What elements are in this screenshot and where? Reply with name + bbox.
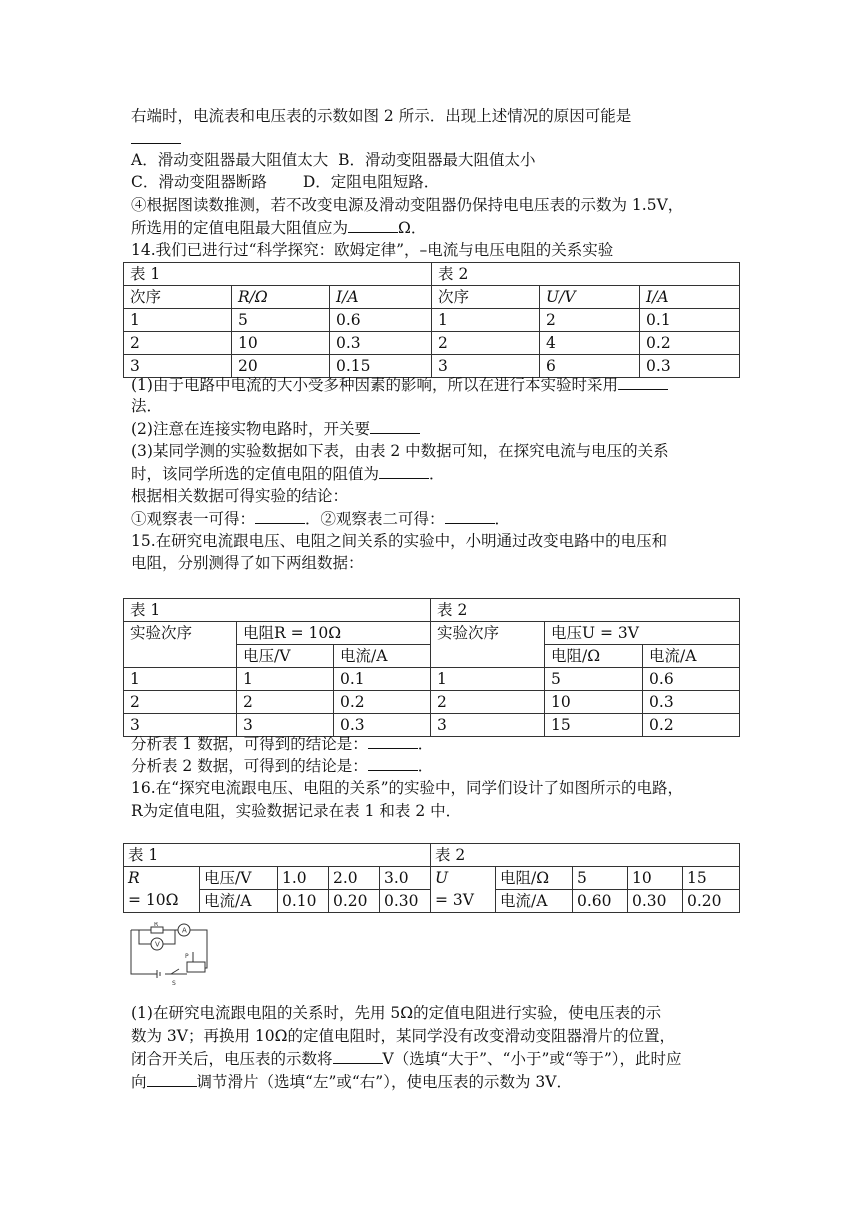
question-16-title: 16.在“探究电流跟电压、电阻的关系”的实验中，同学们设计了如图所示的电路， xyxy=(131,779,684,797)
table-cell: 6 xyxy=(540,355,640,378)
table-cell: 3 xyxy=(431,714,545,737)
table-cell: 电流/A xyxy=(334,645,431,668)
table-cell: 5 xyxy=(573,867,628,890)
table-cell: 1 xyxy=(431,668,545,691)
text-line: 分析表 2 数据，可得到的结论是： ． xyxy=(131,754,433,776)
table-cell: 次序 xyxy=(124,286,232,309)
table-15 xyxy=(123,598,740,737)
table-cell: 3 xyxy=(124,355,232,378)
text-line: 分析表 1 数据，可得到的结论是： ． xyxy=(131,732,433,754)
circuit-diagram xyxy=(127,922,211,986)
table-row xyxy=(124,668,740,691)
table-cell: 3 xyxy=(432,355,540,378)
table-cell: 0.6 xyxy=(643,668,740,691)
table-cell: 10 xyxy=(628,867,683,890)
label-s: S xyxy=(172,980,176,986)
table-header: 表 2 xyxy=(431,599,740,622)
text-line: 闭合开关后，电压表的示数将 V（选填“大于”、“小于”或“等于”），此时应 xyxy=(131,1047,682,1069)
table-cell: I/A xyxy=(330,286,432,309)
table-cell: 2 xyxy=(124,691,237,714)
table-cell: 0.3 xyxy=(330,332,432,355)
table-cell: 0.1 xyxy=(334,668,431,691)
ammeter-label: A xyxy=(182,926,187,935)
table-cell: 0.3 xyxy=(640,355,740,378)
table-header: 表 2 xyxy=(431,844,740,867)
table-cell: 0.2 xyxy=(643,714,740,737)
table-cell: 0.60 xyxy=(573,890,628,913)
table-cell: 0.20 xyxy=(683,890,740,913)
text-line: (3)某同学测的实验数据如下表，由表 2 中数据可知，在探究电流与电压的关系 xyxy=(131,442,669,460)
text-line: R为定值电阻，实验数据记录在表 1 和表 2 中． xyxy=(131,802,462,820)
table-cell: 电阻/Ω xyxy=(496,867,573,890)
question-14-title: 14.我们已进行过“科学探究：欧姆定律”，–电流与电压电阻的关系实验 xyxy=(131,241,614,259)
table-cell: 1 xyxy=(124,309,232,332)
table-cell: 实验次序 xyxy=(431,622,545,668)
table-cell: 5 xyxy=(545,668,643,691)
table-cell: 20 xyxy=(232,355,330,378)
table-cell: 电流/A xyxy=(643,645,740,668)
table-row xyxy=(124,286,740,309)
table-cell: 15 xyxy=(683,867,740,890)
table-cell: 1.0 xyxy=(278,867,329,890)
table-cell: 0.1 xyxy=(640,309,740,332)
table-header: 表 2 xyxy=(432,263,740,286)
table-cell: 0.20 xyxy=(329,890,380,913)
text-line: (1)由于电路中电流的大小受多种因素的影响，所以在进行本实验时采用 xyxy=(131,373,668,395)
table-cell: I/A xyxy=(640,286,740,309)
table-row xyxy=(124,332,740,355)
table-cell: 电流/A xyxy=(200,890,278,913)
table-cell: 1 xyxy=(124,668,237,691)
table-header: 表 1 xyxy=(124,844,431,867)
text-line: (1)在研究电流跟电阻的关系时，先用 5Ω的定值电阻进行实验，使电压表的示 xyxy=(131,1004,662,1022)
table-cell: 1 xyxy=(432,309,540,332)
table-cell: 0.3 xyxy=(643,691,740,714)
text-line: 所选用的定值电阻最大阻值应为 Ω． xyxy=(131,216,426,238)
table-cell: 2 xyxy=(431,691,545,714)
table-cell: R = 10Ω xyxy=(124,867,200,913)
text-line: 法． xyxy=(131,397,163,415)
label-r: R xyxy=(154,922,159,928)
answer-blank xyxy=(131,127,181,149)
table-cell: 实验次序 xyxy=(124,622,237,668)
table-cell: 2.0 xyxy=(329,867,380,890)
table-cell: R/Ω xyxy=(232,286,330,309)
table-cell: 电阻R = 10Ω xyxy=(237,622,431,645)
text-line: 根据相关数据可得实验的结论： xyxy=(131,487,349,505)
table-header: 表 1 xyxy=(124,263,432,286)
table-cell: 电阻/Ω xyxy=(545,645,643,668)
text-line: (2)注意在连接实物电路时，开关要 xyxy=(131,417,420,439)
table-cell: 电压/V xyxy=(200,867,278,890)
table-cell: 电流/A xyxy=(496,890,573,913)
text-line: 时，该同学所选的定值电阻的阻值为 ． xyxy=(131,462,445,484)
table-cell: 3.0 xyxy=(380,867,431,890)
table-cell: 3 xyxy=(124,714,237,737)
text-line: 右端时，电流表和电压表的示数如图 2 所示．出现上述情况的原因可能是 xyxy=(131,107,632,125)
table-cell: 2 xyxy=(540,309,640,332)
table-cell: 0.30 xyxy=(380,890,431,913)
table-cell: 0.15 xyxy=(330,355,432,378)
table-cell: U = 3V xyxy=(431,867,496,913)
option-line-cd: C．滑动变阻器断路 D．定阻电阻短路． xyxy=(131,173,440,191)
table-cell: 1 xyxy=(237,668,334,691)
table-cell: 次序 xyxy=(432,286,540,309)
table-row xyxy=(124,867,740,890)
text-line: 数为 3V；再换用 10Ω的定值电阻时，某同学没有改变滑动变阻器滑片的位置， xyxy=(131,1027,675,1045)
table-cell: 3 xyxy=(237,714,334,737)
option-line-ab: A．滑动变阻器最大阻值太大 B．滑动变阻器最大阻值太小 xyxy=(131,151,536,169)
table-cell: 电压U = 3V xyxy=(545,622,740,645)
text-line: ①观察表一可得： ．②观察表二可得： ． xyxy=(131,507,510,529)
text-line: 向 调节滑片（选填“左”或“右”），使电压表的示数为 3V． xyxy=(131,1070,572,1092)
table-cell: 5 xyxy=(232,309,330,332)
table-cell: 0.2 xyxy=(334,691,431,714)
text-line: ④根据图读数推测，若不改变电源及滑动变阻器仍保持电电压表的示数为 1.5V， xyxy=(131,196,684,214)
table-cell: U/V xyxy=(540,286,640,309)
table-cell: 10 xyxy=(545,691,643,714)
table-14 xyxy=(123,262,740,378)
table-cell: 0.10 xyxy=(278,890,329,913)
voltmeter-label: V xyxy=(155,940,160,949)
label-p: P xyxy=(185,953,189,960)
table-row xyxy=(124,309,740,332)
table-cell: 0.30 xyxy=(628,890,683,913)
text-line: 电阻，分别测得了如下两组数据： xyxy=(131,554,364,572)
table-row xyxy=(124,691,740,714)
table-cell: 电压/V xyxy=(237,645,334,668)
table-cell: 2 xyxy=(124,332,232,355)
table-header: 表 1 xyxy=(124,599,431,622)
table-cell: 2 xyxy=(432,332,540,355)
table-cell: 0.3 xyxy=(334,714,431,737)
table-cell: 0.6 xyxy=(330,309,432,332)
table-cell: 2 xyxy=(237,691,334,714)
table-cell: 15 xyxy=(545,714,643,737)
table-cell: 10 xyxy=(232,332,330,355)
table-16 xyxy=(123,843,740,913)
table-cell: 0.2 xyxy=(640,332,740,355)
question-15-title: 15.在研究电流跟电压、电阻之间关系的实验中，小明通过改变电路中的电压和 xyxy=(131,532,668,550)
table-cell: 4 xyxy=(540,332,640,355)
